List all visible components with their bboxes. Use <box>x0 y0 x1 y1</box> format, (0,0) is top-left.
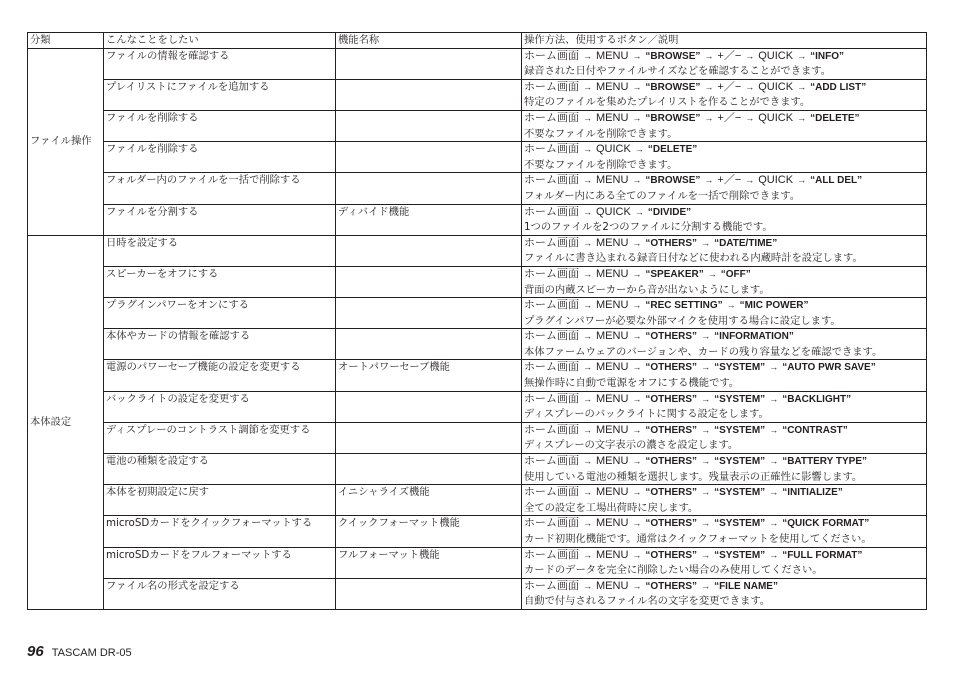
operation-step: MENU <box>596 517 629 530</box>
arrow-right-icon: → <box>583 144 592 155</box>
want-cell: 日時を設定する <box>104 235 336 266</box>
menu-parameter: “OTHERS” <box>645 331 698 343</box>
arrow-right-icon: → <box>583 424 592 435</box>
arrow-right-icon: → <box>704 50 714 61</box>
operation-cell <box>522 48 927 79</box>
arrow-right-icon: → <box>769 487 779 498</box>
table-row <box>28 204 927 235</box>
arrow-right-icon: → <box>632 424 642 435</box>
operation-description: 不要なファイルを削除できます。 <box>524 158 678 171</box>
arrow-right-icon: → <box>701 549 711 560</box>
arrow-right-icon: → <box>583 331 592 342</box>
arrow-right-icon: → <box>634 206 644 217</box>
want-cell: ディスプレーのコントラスト調節を変更する <box>104 422 336 453</box>
table-header-row <box>28 33 927 49</box>
header-feature: 機能名称 <box>336 33 522 49</box>
operation-step: ホーム画面 <box>524 330 579 343</box>
operation-steps <box>524 205 924 221</box>
operation-step: QUICK <box>596 205 631 218</box>
operation-step: ホーム画面 <box>524 392 579 405</box>
operation-steps <box>524 298 924 314</box>
arrow-right-icon: → <box>583 580 592 591</box>
operation-steps <box>524 111 924 127</box>
operation-step: ホーム画面 <box>524 174 579 187</box>
operation-step: ホーム画面 <box>524 205 579 218</box>
operation-cell <box>522 360 927 391</box>
menu-parameter: “BROWSE” <box>645 50 701 62</box>
arrow-right-icon: → <box>583 206 592 217</box>
arrow-right-icon: → <box>583 237 592 248</box>
operation-step: ホーム画面 <box>524 267 579 280</box>
arrow-right-icon: → <box>632 50 642 61</box>
arrow-right-icon: → <box>583 268 592 279</box>
want-cell: ファイル名の形式を設定する <box>104 578 336 609</box>
operation-steps <box>524 392 924 408</box>
menu-parameter: “MIC POWER” <box>739 300 809 312</box>
table-row <box>28 485 927 516</box>
table-row <box>28 422 927 453</box>
arrow-right-icon: → <box>583 487 592 498</box>
operation-step: QUICK <box>758 111 794 124</box>
table-row <box>28 235 927 266</box>
operation-step: MENU <box>596 423 629 436</box>
feature-cell: オートパワーセーブ機能 <box>336 360 522 391</box>
operation-steps <box>524 173 924 189</box>
arrow-right-icon: → <box>632 549 642 560</box>
operation-step: ホーム画面 <box>524 486 579 499</box>
arrow-right-icon: → <box>632 175 642 186</box>
arrow-right-icon: → <box>632 362 642 373</box>
page-number: 96 <box>27 643 44 660</box>
feature-cell: フルフォーマット機能 <box>336 547 522 578</box>
arrow-right-icon: → <box>726 300 736 311</box>
feature-cell <box>336 79 522 110</box>
category-cell: ファイル操作 <box>28 48 104 235</box>
menu-parameter: “OTHERS” <box>645 518 698 530</box>
operation-step: MENU <box>596 267 629 280</box>
arrow-right-icon: → <box>701 362 711 373</box>
table-row <box>28 142 927 173</box>
header-operation: 操作方法、使用するボタン／説明 <box>522 33 927 49</box>
operation-cell <box>522 173 927 204</box>
feature-cell <box>336 454 522 485</box>
want-cell: プレイリストにファイルを追加する <box>104 79 336 110</box>
operation-steps <box>524 329 924 345</box>
operation-step: ホーム画面 <box>524 455 579 468</box>
menu-parameter: “OTHERS” <box>645 487 698 499</box>
operation-description: カード初期化機能です。通常はクイックフォーマットを使用してください。 <box>524 533 872 545</box>
operation-description: 本体ファームウェアのバージョンや、カードの残り容量などを確認できます。 <box>524 345 883 358</box>
operation-description: フォルダー内にある全てのファイルを一括で削除できます。 <box>524 189 801 202</box>
menu-parameter: “SYSTEM” <box>714 456 766 468</box>
operation-description: 自動で付与されるファイル名の文字を変更できます。 <box>524 595 771 608</box>
want-cell: ファイルを削除する <box>104 142 336 173</box>
operation-description: 使用している電池の種類を選択します。残量表示の正確性に影響します。 <box>524 470 863 483</box>
arrow-right-icon: → <box>745 50 755 61</box>
operation-step: ホーム画面 <box>524 548 579 561</box>
table-row <box>28 454 927 485</box>
table-row <box>28 516 927 547</box>
arrow-right-icon: → <box>797 112 807 123</box>
operation-step: ホーム画面 <box>524 111 579 124</box>
operation-steps <box>524 485 924 501</box>
operation-cell <box>522 266 927 297</box>
arrow-right-icon: → <box>701 580 711 591</box>
menu-parameter: “BROWSE” <box>645 81 701 93</box>
operation-description: ファイルに書き込まれる録音日付などに使われる内蔵時計を設定します。 <box>524 252 863 265</box>
arrow-right-icon: → <box>701 456 711 467</box>
arrow-right-icon: → <box>632 487 642 498</box>
want-cell: バックライトの設定を変更する <box>104 391 336 422</box>
arrow-right-icon: → <box>704 175 714 186</box>
arrow-right-icon: → <box>769 424 779 435</box>
operation-steps <box>524 454 924 470</box>
feature-cell <box>336 578 522 609</box>
arrow-right-icon: → <box>583 518 592 529</box>
operation-step: MENU <box>596 330 629 343</box>
table-row <box>28 391 927 422</box>
menu-parameter: “SYSTEM” <box>714 393 766 405</box>
arrow-right-icon: → <box>583 81 592 92</box>
table-row <box>28 110 927 141</box>
menu-parameter: “OTHERS” <box>645 362 698 374</box>
arrow-right-icon: → <box>769 518 779 529</box>
want-cell: ファイルを削除する <box>104 110 336 141</box>
arrow-right-icon: → <box>583 393 592 404</box>
feature-cell: イニシャライズ機能 <box>336 485 522 516</box>
operation-steps <box>524 236 924 252</box>
operation-step: ホーム画面 <box>524 236 579 249</box>
arrow-right-icon: → <box>583 50 592 61</box>
want-cell: 電源のパワーセーブ機能の設定を変更する <box>104 360 336 391</box>
feature-cell: クイックフォーマット機能 <box>336 516 522 547</box>
arrow-right-icon: → <box>583 300 592 311</box>
table-body <box>28 48 927 609</box>
arrow-right-icon: → <box>701 518 711 529</box>
want-cell: フォルダー内のファイルを一括で削除する <box>104 173 336 204</box>
want-cell: ファイルを分割する <box>104 204 336 235</box>
operation-step: ホーム画面 <box>524 143 579 156</box>
operation-steps <box>524 49 924 65</box>
arrow-right-icon: → <box>632 456 642 467</box>
arrow-right-icon: → <box>797 50 807 61</box>
operation-step: MENU <box>596 579 629 592</box>
operation-cell <box>522 142 927 173</box>
operation-step: ホーム画面 <box>524 579 579 592</box>
operation-step: ホーム画面 <box>524 80 579 93</box>
menu-parameter: “OTHERS” <box>645 456 698 468</box>
arrow-right-icon: → <box>701 487 711 498</box>
feature-cell <box>336 235 522 266</box>
operation-step: QUICK <box>758 80 794 93</box>
table-row <box>28 360 927 391</box>
feature-cell <box>336 48 522 79</box>
table-row <box>28 329 927 360</box>
header-want: こんなことをしたい <box>104 33 336 49</box>
arrow-right-icon: → <box>632 580 642 591</box>
operation-step: MENU <box>596 49 629 62</box>
menu-parameter: “SPEAKER” <box>645 268 704 280</box>
operation-steps <box>524 548 924 564</box>
operation-step: +／− <box>717 49 742 62</box>
operation-step: MENU <box>596 174 629 187</box>
want-cell: 電池の種類を設定する <box>104 454 336 485</box>
page-footer <box>27 641 132 660</box>
arrow-right-icon: → <box>632 300 642 311</box>
want-cell: 本体を初期設定に戻す <box>104 485 336 516</box>
operation-steps <box>524 516 924 532</box>
feature-cell <box>336 173 522 204</box>
menu-parameter: “ADD LIST” <box>810 81 867 93</box>
operation-step: MENU <box>596 111 629 124</box>
arrow-right-icon: → <box>745 112 755 123</box>
operation-description: 不要なファイルを削除できます。 <box>524 127 678 140</box>
arrow-right-icon: → <box>583 112 592 123</box>
menu-parameter: “SYSTEM” <box>714 362 766 374</box>
operation-step: ホーム画面 <box>524 49 579 62</box>
arrow-right-icon: → <box>769 362 779 373</box>
operation-step: ホーム画面 <box>524 423 579 436</box>
arrow-right-icon: → <box>797 175 807 186</box>
menu-parameter: “SYSTEM” <box>714 549 766 561</box>
function-table <box>27 32 927 610</box>
menu-parameter: “CONTRAST” <box>782 424 848 436</box>
operation-step: MENU <box>596 236 629 249</box>
feature-cell <box>336 391 522 422</box>
operation-steps <box>524 579 924 595</box>
arrow-right-icon: → <box>701 237 711 248</box>
operation-cell <box>522 204 927 235</box>
menu-parameter: “OTHERS” <box>645 237 698 249</box>
operation-cell <box>522 547 927 578</box>
feature-cell <box>336 142 522 173</box>
arrow-right-icon: → <box>634 144 644 155</box>
menu-parameter: “OTHERS” <box>645 393 698 405</box>
menu-parameter: “REC SETTING” <box>645 300 723 312</box>
arrow-right-icon: → <box>632 393 642 404</box>
arrow-right-icon: → <box>632 268 642 279</box>
operation-step: MENU <box>596 486 629 499</box>
operation-step: MENU <box>596 361 629 374</box>
arrow-right-icon: → <box>769 549 779 560</box>
arrow-right-icon: → <box>797 81 807 92</box>
menu-parameter: “QUICK FORMAT” <box>782 518 870 530</box>
operation-description: 全ての設定を工場出荷時に戻します。 <box>524 501 699 514</box>
arrow-right-icon: → <box>701 331 711 342</box>
operation-steps <box>524 267 924 283</box>
operation-step: QUICK <box>596 143 631 156</box>
operation-cell <box>522 235 927 266</box>
operation-step: MENU <box>596 455 629 468</box>
arrow-right-icon: → <box>583 175 592 186</box>
operation-cell <box>522 454 927 485</box>
menu-parameter: “OFF” <box>720 268 751 280</box>
table-row <box>28 266 927 297</box>
table-row <box>28 79 927 110</box>
table-row <box>28 547 927 578</box>
operation-cell <box>522 391 927 422</box>
operation-step: MENU <box>596 80 629 93</box>
operation-step: +／− <box>717 80 742 93</box>
arrow-right-icon: → <box>701 424 711 435</box>
arrow-right-icon: → <box>769 393 779 404</box>
menu-parameter: “DIVIDE” <box>647 206 692 218</box>
operation-description: プラグインパワーが必要な外部マイクを使用する場合に設定します。 <box>524 314 841 327</box>
category-cell: 本体設定 <box>28 235 104 609</box>
arrow-right-icon: → <box>704 112 714 123</box>
operation-step: +／− <box>717 174 742 187</box>
arrow-right-icon: → <box>583 549 592 560</box>
operation-description: ディスプレーの文字表示の濃さを設定します。 <box>524 439 739 452</box>
menu-parameter: “DELETE” <box>647 144 698 156</box>
feature-cell <box>336 422 522 453</box>
menu-parameter: “FULL FORMAT” <box>782 549 863 561</box>
operation-description: カードのデータを完全に削除したい場合のみ使用してください。 <box>524 564 823 577</box>
menu-parameter: “OTHERS” <box>645 549 698 561</box>
operation-cell <box>522 422 927 453</box>
arrow-right-icon: → <box>632 331 642 342</box>
operation-step: ホーム画面 <box>524 517 579 530</box>
operation-cell <box>522 110 927 141</box>
want-cell: microSDカードをフルフォーマットする <box>104 547 336 578</box>
menu-parameter: “INITIALIZE” <box>782 487 843 499</box>
menu-parameter: “OTHERS” <box>645 424 698 436</box>
arrow-right-icon: → <box>769 456 779 467</box>
operation-step: QUICK <box>758 49 794 62</box>
operation-step: ホーム画面 <box>524 361 579 374</box>
operation-step: MENU <box>596 548 629 561</box>
arrow-right-icon: → <box>707 268 717 279</box>
menu-parameter: “DATE/TIME” <box>714 237 778 249</box>
feature-cell <box>336 298 522 329</box>
menu-parameter: “BROWSE” <box>645 175 701 187</box>
menu-parameter: “BATTERY TYPE” <box>782 456 868 468</box>
operation-cell <box>522 298 927 329</box>
menu-parameter: “ALL DEL” <box>810 175 863 187</box>
menu-parameter: “FILE NAME” <box>714 580 778 592</box>
operation-step: QUICK <box>758 174 794 187</box>
menu-parameter: “AUTO PWR SAVE” <box>782 362 876 374</box>
menu-parameter: “INFO” <box>810 50 844 62</box>
arrow-right-icon: → <box>745 81 755 92</box>
operation-cell <box>522 516 927 547</box>
table-row <box>28 173 927 204</box>
operation-step: +／− <box>717 111 742 124</box>
menu-parameter: “SYSTEM” <box>714 487 766 499</box>
table-row <box>28 48 927 79</box>
operation-description: 特定のファイルを集めたプレイリストを作ることができます。 <box>524 96 811 109</box>
operation-steps <box>524 360 924 376</box>
feature-cell: ディバイド機能 <box>336 204 522 235</box>
operation-description: 1つのファイルを2つのファイルに分割する機能です。 <box>524 221 773 234</box>
table-row <box>28 578 927 609</box>
header-category: 分類 <box>28 33 104 49</box>
operation-cell <box>522 79 927 110</box>
arrow-right-icon: → <box>701 393 711 404</box>
operation-cell <box>522 329 927 360</box>
operation-step: MENU <box>596 299 629 312</box>
arrow-right-icon: → <box>632 112 642 123</box>
operation-step: MENU <box>596 392 629 405</box>
want-cell: プラグインパワーをオンにする <box>104 298 336 329</box>
menu-parameter: “BROWSE” <box>645 112 701 124</box>
menu-parameter: “INFORMATION” <box>714 331 794 343</box>
arrow-right-icon: → <box>632 237 642 248</box>
want-cell: スピーカーをオフにする <box>104 266 336 297</box>
operation-cell <box>522 485 927 516</box>
menu-parameter: “OTHERS” <box>645 580 698 592</box>
operation-description: 無操作時に自動で電源をオフにする機能です。 <box>524 377 740 390</box>
menu-parameter: “SYSTEM” <box>714 424 766 436</box>
operation-cell <box>522 578 927 609</box>
feature-cell <box>336 110 522 141</box>
arrow-right-icon: → <box>704 81 714 92</box>
operation-steps <box>524 142 924 158</box>
feature-cell <box>336 329 522 360</box>
want-cell: microSDカードをクイックフォーマットする <box>104 516 336 547</box>
operation-description: 録音された日付やファイルサイズなどを確認することができます。 <box>524 65 832 78</box>
arrow-right-icon: → <box>583 362 592 373</box>
model-name: TASCAM DR-05 <box>51 647 132 659</box>
arrow-right-icon: → <box>583 456 592 467</box>
operation-step: ホーム画面 <box>524 299 579 312</box>
arrow-right-icon: → <box>632 81 642 92</box>
operation-steps <box>524 423 924 439</box>
menu-parameter: “DELETE” <box>810 112 860 124</box>
feature-cell <box>336 266 522 297</box>
operation-steps <box>524 80 924 96</box>
operation-description: ディスプレーのバックライトに関する設定をします。 <box>524 408 769 421</box>
want-cell: 本体やカードの情報を確認する <box>104 329 336 360</box>
operation-description: 背面の内蔵スピーカーから音が出ないようにします。 <box>524 283 770 296</box>
arrow-right-icon: → <box>632 518 642 529</box>
want-cell: ファイルの情報を確認する <box>104 48 336 79</box>
arrow-right-icon: → <box>745 175 755 186</box>
menu-parameter: “BACKLIGHT” <box>782 393 852 405</box>
table-row <box>28 298 927 329</box>
menu-parameter: “SYSTEM” <box>714 518 766 530</box>
